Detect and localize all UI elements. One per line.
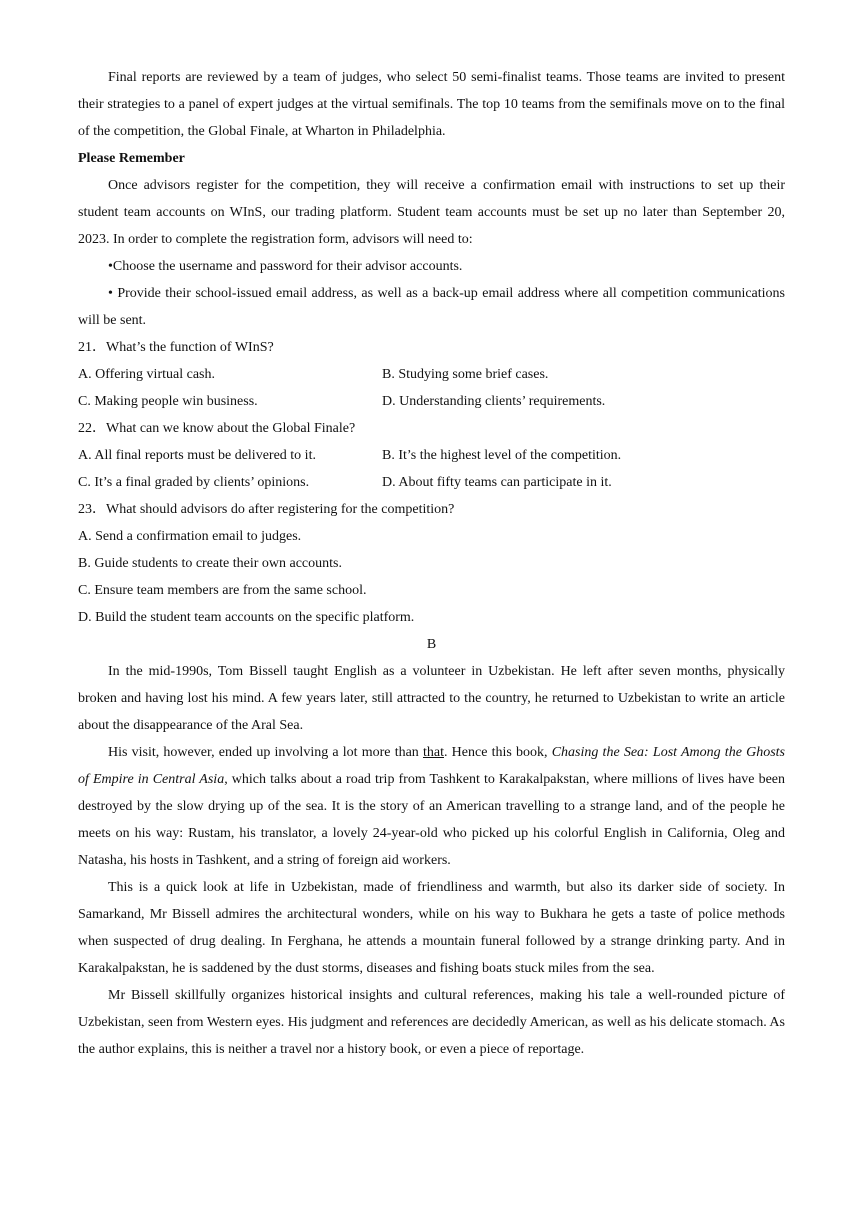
- option-d: D. Build the student team accounts on the specific platform.: [78, 610, 415, 625]
- options-row: [78, 388, 785, 415]
- options-row: [78, 361, 785, 388]
- option-a: A. Send a confirmation email to judges.: [78, 529, 302, 544]
- question-22: [78, 415, 785, 496]
- please-remember-heading: Please Remember: [78, 151, 185, 166]
- paragraph-book-part-2: . Hence this book,: [443, 745, 552, 760]
- paragraph-book-part-3: , which talks about a road trip from Tashkent to Karakalpakstan, where millions of lives have been destroyed by the slow drying up of the sea. It is the story of an American travelling to a strange land, and of the people he meets on his way: Rustam, his translator, a lovely 24-year-old who picked up his colorful English in California, Oleg and Natasha, his hosts in Tashkent, and a string of foreign aid workers.: [78, 772, 786, 868]
- option-a: A. All final reports must be delivered to it.: [78, 448, 316, 463]
- section-b-heading: B: [426, 637, 437, 652]
- bullet-email: • Provide their school-issued email address, as well as a back-up email address where all competition communications will be sent.: [78, 286, 785, 328]
- option-b: B. It’s the highest level of the competition.: [382, 448, 622, 463]
- question-stem: 23．What should advisors do after registering for the competition?: [78, 502, 455, 517]
- option-c: C. Making people win business.: [78, 394, 258, 409]
- paragraph-book-part-1: His visit, however, ended up involving a lot more than: [108, 745, 423, 760]
- question-23: [78, 496, 785, 631]
- option-d: D. Understanding clients’ requirements.: [382, 394, 606, 409]
- paragraph-bissell-intro: In the mid-1990s, Tom Bissell taught English as a volunteer in Uzbekistan. He left after seven months, physically broken and having lost his mind. A few years later, still attracted to the country, he returned to Uzbekistan to write an article about the disappearance of the Aral Sea.: [78, 664, 785, 733]
- question-stem: 21．What’s the function of WInS?: [78, 340, 274, 355]
- underlined-word: that: [422, 745, 444, 760]
- paragraph-uzbekistan-life: This is a quick look at life in Uzbekistan, made of friendliness and warmth, but also its darker side of society. In Samarkand, Mr Bissell admires the architectural wonders, while on his way to Bukhara he gets a taste of police methods when suspected of drug dealing. In Ferghana, he attends a mountain funeral followed by a strange drinking party. And in Karakalpakstan, he is saddened by the dust storms, diseases and fishing boats stuck miles from the sea.: [78, 880, 785, 976]
- document-page: [78, 64, 785, 1063]
- options-row: [78, 442, 785, 469]
- question-21: [78, 334, 785, 415]
- question-stem: 22．What can we know about the Global Finale?: [78, 421, 356, 436]
- paragraph-final-reports: Final reports are reviewed by a team of judges, who select 50 semi-finalist teams. Those teams are invited to present their strategies to a panel of expert judges at the virtual semifinals. The top 10 teams from the semifinals move on to the final of the competition, the Global Finale, at Wharton in Philadelphia.: [78, 70, 785, 139]
- option-a: A. Offering virtual cash.: [78, 367, 215, 382]
- option-b: B. Studying some brief cases.: [382, 367, 549, 382]
- option-c: C. It’s a final graded by clients’ opinions.: [78, 475, 310, 490]
- option-d: D. About fifty teams can participate in it.: [382, 475, 612, 490]
- option-b: B. Guide students to create their own accounts.: [78, 556, 342, 571]
- paragraph-book: [78, 739, 785, 874]
- options-row: [78, 469, 785, 496]
- paragraph-registration: Once advisors register for the competition, they will receive a confirmation email with instructions to set up their student team accounts on WInS, our trading platform. Student team accounts must be set up no later than September 20, 2023. In order to complete the registration form, advisors will need to:: [78, 178, 785, 247]
- book-title: Chasing the Sea: Lost Among the Ghosts of Empire in Central Asia: [78, 745, 785, 787]
- paragraph-bissell-skill: Mr Bissell skillfully organizes historical insights and cultural references, making his tale a well-rounded picture of Uzbekistan, seen from Western eyes. His judgment and references are decidedly American, as well as his delicate stomach. As the author explains, this is neither a travel nor a history book, or even a piece of reportage.: [78, 988, 785, 1057]
- bullet-username: •Choose the username and password for their advisor accounts.: [108, 259, 463, 274]
- option-c: C. Ensure team members are from the same school.: [78, 583, 367, 598]
